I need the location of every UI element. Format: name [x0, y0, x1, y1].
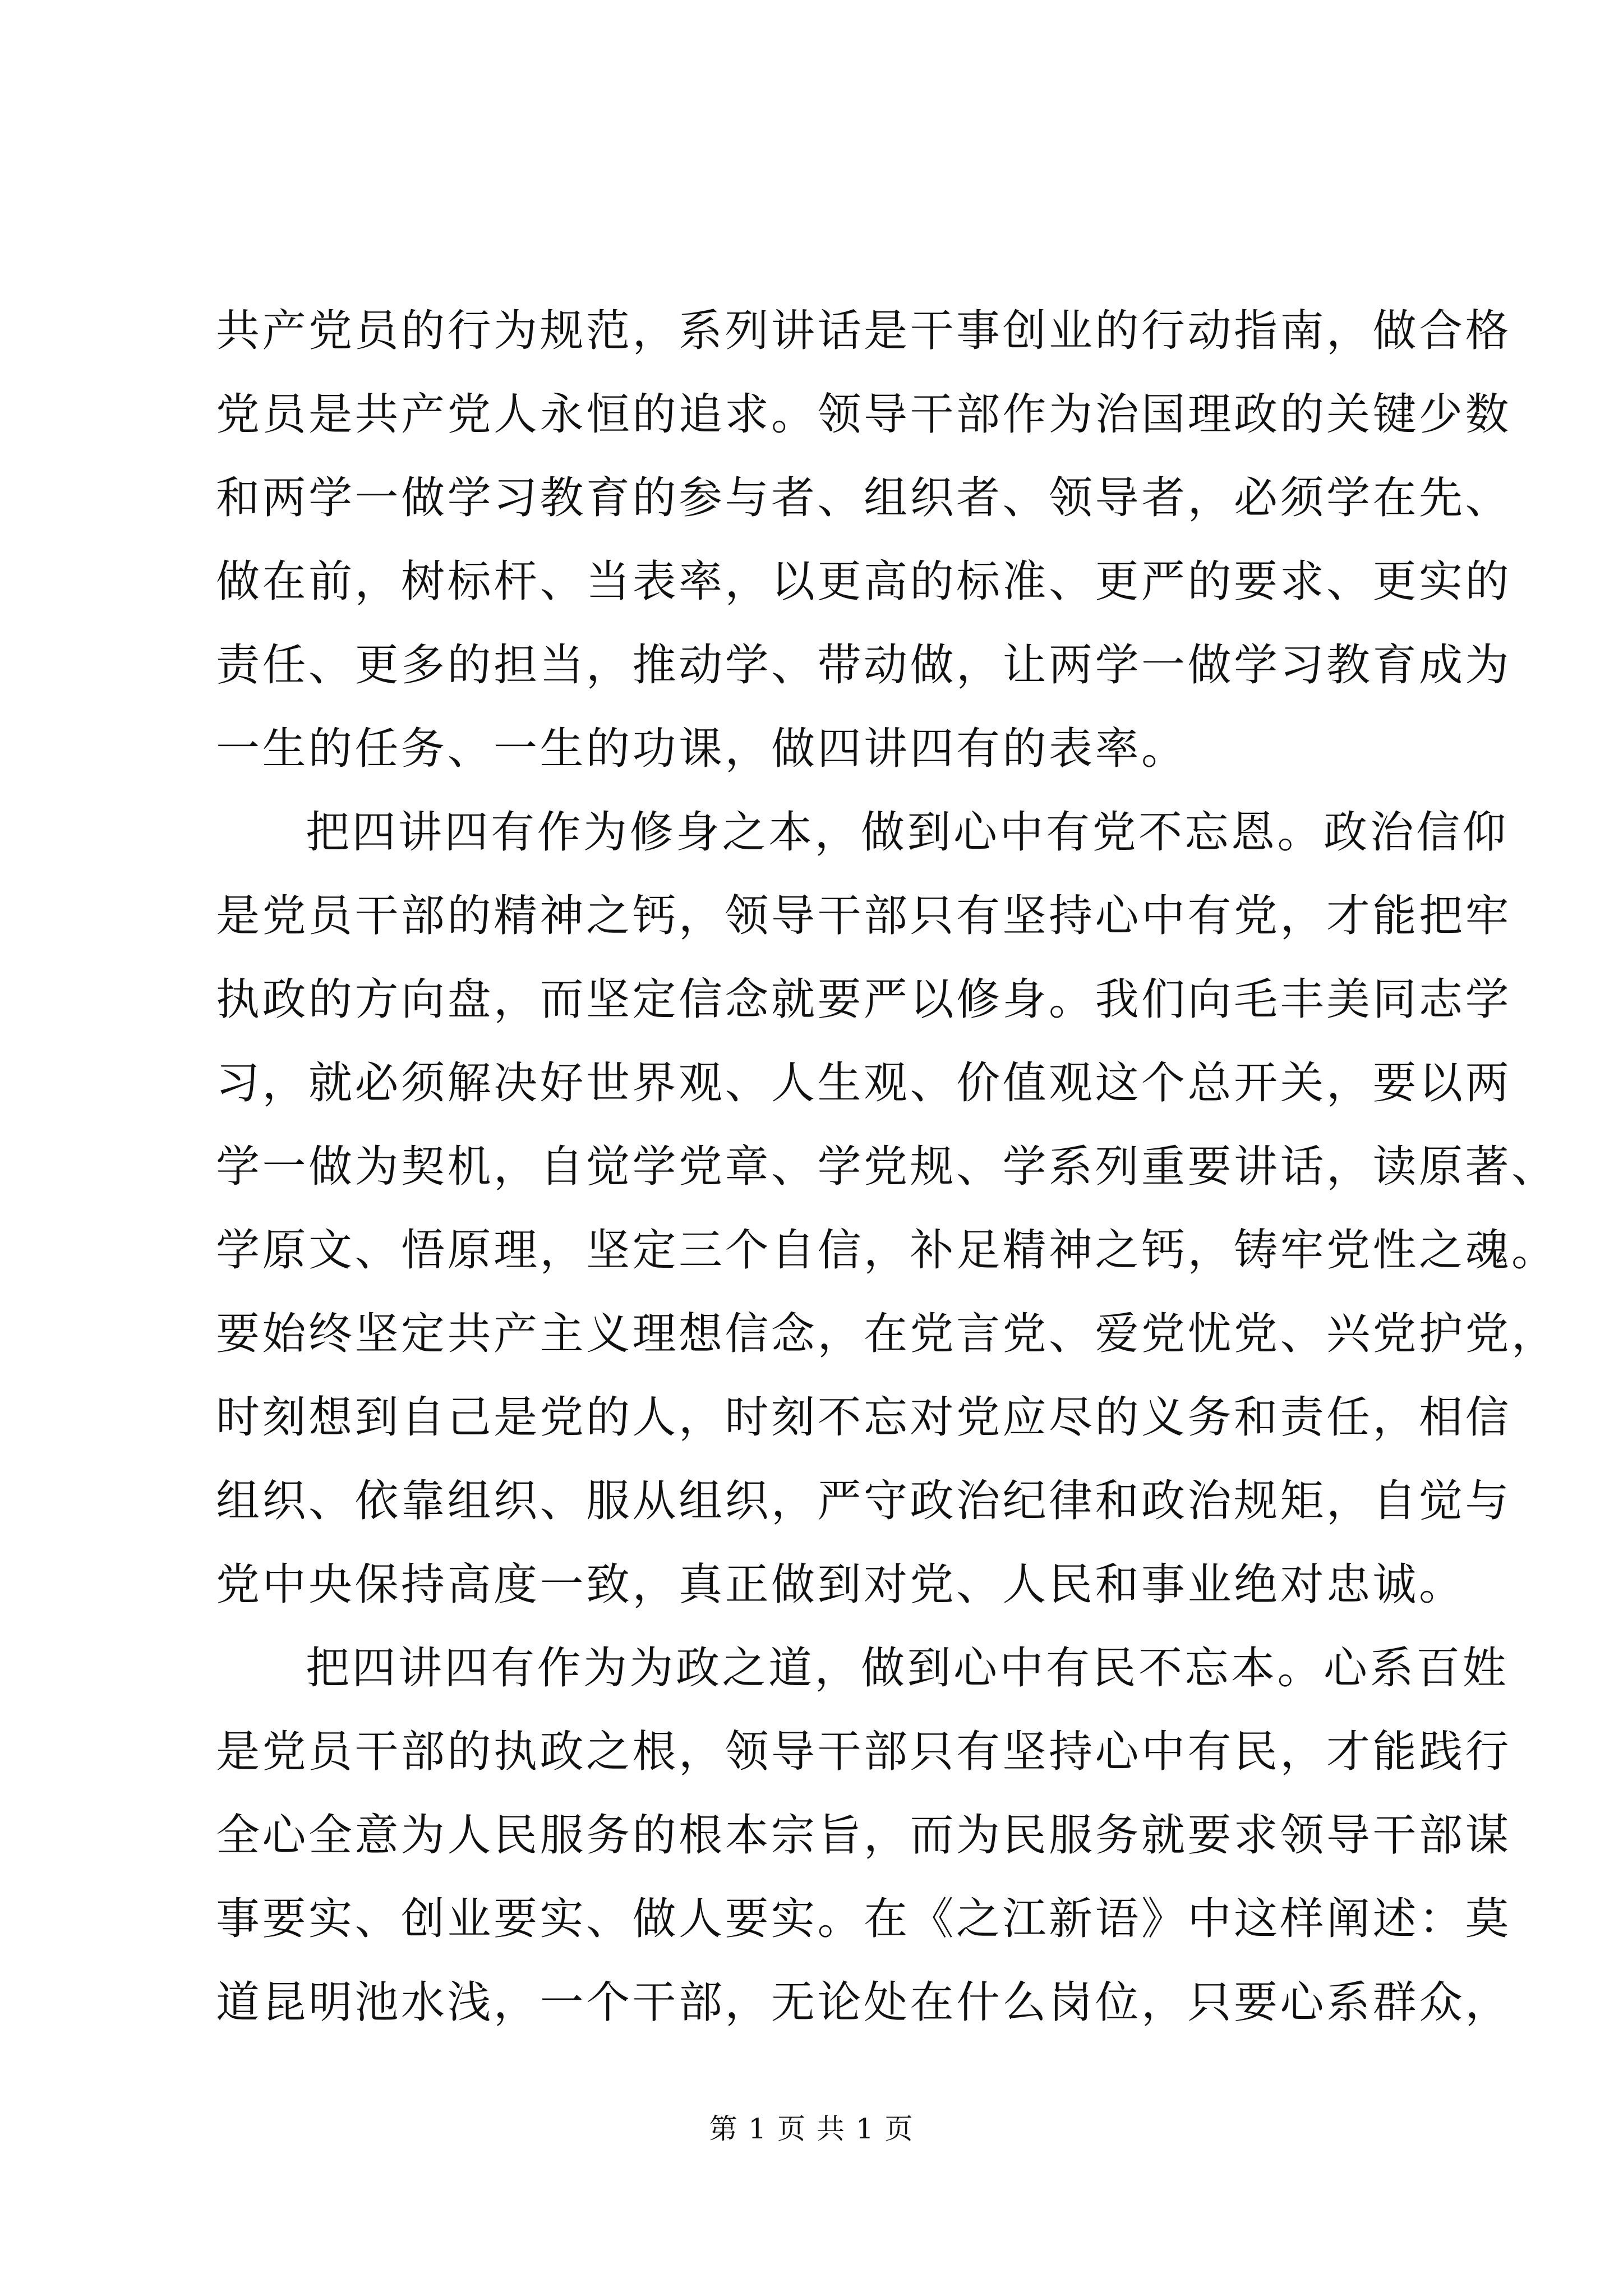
text-line: 学一做为契机，自觉学党章、学党规、学系列重要讲话，读原著、: [216, 1142, 1558, 1192]
text-line: 做在前，树标杆、当表率，以更高的标准、更严的要求、更实的: [216, 556, 1512, 607]
text-line: 事要实、创业要实、做人要实。在《之江新语》中这样阐述：莫: [216, 1894, 1512, 1944]
text-line: 学原文、悟原理，坚定三个自信，补足精神之钙，铸牢党性之魂。: [216, 1225, 1558, 1276]
page-number-label: 第 1 页 共 1 页: [709, 2113, 914, 2145]
text-line: 组织、依靠组织、服从组织，严守政治纪律和政治规矩，自觉与: [216, 1476, 1512, 1526]
text-line: 时刻想到自己是党的人，时刻不忘对党应尽的义务和责任，相信: [216, 1392, 1512, 1443]
text-line: 党员是共产党人永恒的追求。领导干部作为治国理政的关键少数: [216, 389, 1512, 440]
text-line: 道昆明池水浅，一个干部，无论处在什么岗位，只要心系群众，: [216, 1977, 1512, 2028]
text-line: 共产党员的行为规范，系列讲话是干事创业的行动指南，做合格: [216, 306, 1512, 356]
text-line: 习，就必须解决好世界观、人生观、价值观这个总开关，要以两: [216, 1058, 1512, 1108]
paragraph-first-line: 把四讲四有作为修身之本，做到心中有党不忘恩。政治信仰: [306, 807, 1509, 858]
text-line: 和两学一做学习教育的参与者、组织者、领导者，必须学在先、: [216, 473, 1512, 523]
text-line: 要始终坚定共产主义理想信念，在党言党、爱党忧党、兴党护党，: [216, 1309, 1558, 1359]
paragraph-first-line: 把四讲四有作为为政之道，做到心中有民不忘本。心系百姓: [306, 1643, 1509, 1694]
text-line: 是党员干部的精神之钙，领导干部只有坚持心中有党，才能把牢: [216, 891, 1512, 941]
page-footer: [0, 2109, 1623, 2148]
text-line: 责任、更多的担当，推动学、带动做，让两学一做学习教育成为: [216, 640, 1512, 691]
text-line: 全心全意为人民服务的根本宗旨，而为民服务就要求领导干部谋: [216, 1810, 1512, 1861]
text-line: 党中央保持高度一致，真正做到对党、人民和事业绝对忠诚。: [216, 1559, 1465, 1610]
text-line: 一生的任务、一生的功课，做四讲四有的表率。: [216, 724, 1188, 774]
text-line: 是党员干部的执政之根，领导干部只有坚持心中有民，才能践行: [216, 1727, 1512, 1777]
text-line: 执政的方向盘，而坚定信念就要严以修身。我们向毛丰美同志学: [216, 974, 1512, 1025]
document-body: [216, 289, 1558, 2045]
